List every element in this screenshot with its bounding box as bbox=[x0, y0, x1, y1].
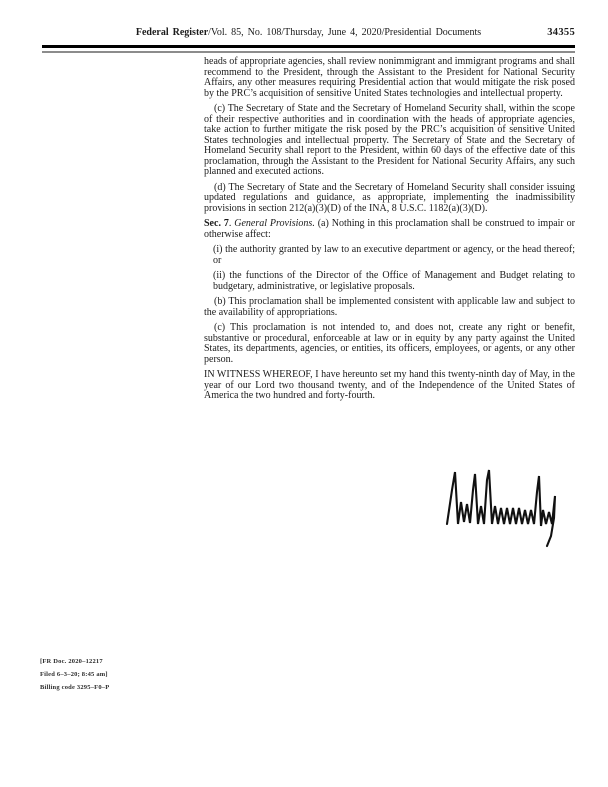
page-footer bbox=[40, 655, 109, 694]
subparagraph-i: (i) the authority granted by law to an executive department or agency, or the head thereof; or bbox=[213, 244, 575, 266]
running-head-text bbox=[136, 27, 481, 38]
paragraph-6c: (c) The Secretary of State and the Secretary of Homeland Security shall, within the scope of their respective authorities and in coordination with the heads of appropriate agencies, take action to further mitigate the risk posed by the PRC’s acquisition of sensitive United States technologies and intellectual property. The Secretary of State and the Secretary of Homeland Security shall report to the President, within 60 days of the effective date of this proclamation, through the Assistant to the President for National Security Affairs, any such planned and executed actions. bbox=[204, 103, 575, 177]
paragraph-7c: (c) This proclamation is not intended to, and does not, create any right or benefit, substantive or procedural, enforceable at law or in equity by any party against the United States, its departments, agencies, or entities, its officers, employees, or agents, or any other person. bbox=[204, 322, 575, 365]
page-number: 34355 bbox=[547, 27, 575, 38]
paragraph-continuation: heads of appropriate agencies, shall review nonimmigrant and immigrant programs and shall recommend to the President, through the Assistant to the President for National Security Affairs, any other measures requiring Presidential action that would mitigate the risk posed by the PRC’s acquisition of sensitive United States technologies and intellectual property. bbox=[204, 56, 576, 99]
document-body bbox=[204, 57, 575, 407]
witness-paragraph: IN WITNESS WHEREOF, I have hereunto set my hand this twenty-ninth day of May, in the year of our Lord two thousand twenty, and of the Independence of the United States of America the two hundred and forty-fourth. bbox=[204, 369, 575, 401]
issue-info: /Vol. 85, No. 108/Thursday, June 4, 2020/Presidential Documents bbox=[208, 27, 482, 38]
filed-stamp: Filed 6–3–20; 8:45 am] bbox=[40, 671, 108, 678]
billing-code: Billing code 3295–F0–P bbox=[40, 684, 110, 691]
presidential-signature bbox=[443, 466, 575, 552]
signature-icon bbox=[443, 466, 575, 552]
paragraph-6d: (d) The Secretary of State and the Secretary of Homeland Security shall consider issuing updated regulations and guidance, as appropriate, implementing the inadmissibility provisions in section 212(a)(3)(D) of the INA, 8 U.S.C. 1182(a)(3)(D). bbox=[204, 181, 575, 214]
journal-name: Federal Register bbox=[135, 27, 209, 38]
section-7-title: General Provisions. bbox=[234, 218, 315, 229]
section-7-paragraph bbox=[204, 219, 575, 240]
paragraph-7b: (b) This proclamation shall be implemented consistent with applicable law and subject to the availability of appropriations. bbox=[204, 296, 575, 318]
fr-doc-number: [FR Doc. 2020–12217 bbox=[40, 658, 103, 665]
section-7-dot: . bbox=[228, 218, 235, 229]
header-rule-top bbox=[42, 45, 575, 48]
running-head bbox=[42, 26, 575, 40]
header-rule-bottom bbox=[42, 51, 575, 53]
section-7-text: (a) Nothing in this proclamation shall be construed to impair or otherwise affect: bbox=[204, 218, 575, 240]
section-7-label: Sec. 7 bbox=[204, 218, 229, 229]
subparagraph-ii: (ii) the functions of the Director of the Office of Management and Budget relating to budgetary, administrative, or legislative proposals. bbox=[213, 270, 575, 292]
